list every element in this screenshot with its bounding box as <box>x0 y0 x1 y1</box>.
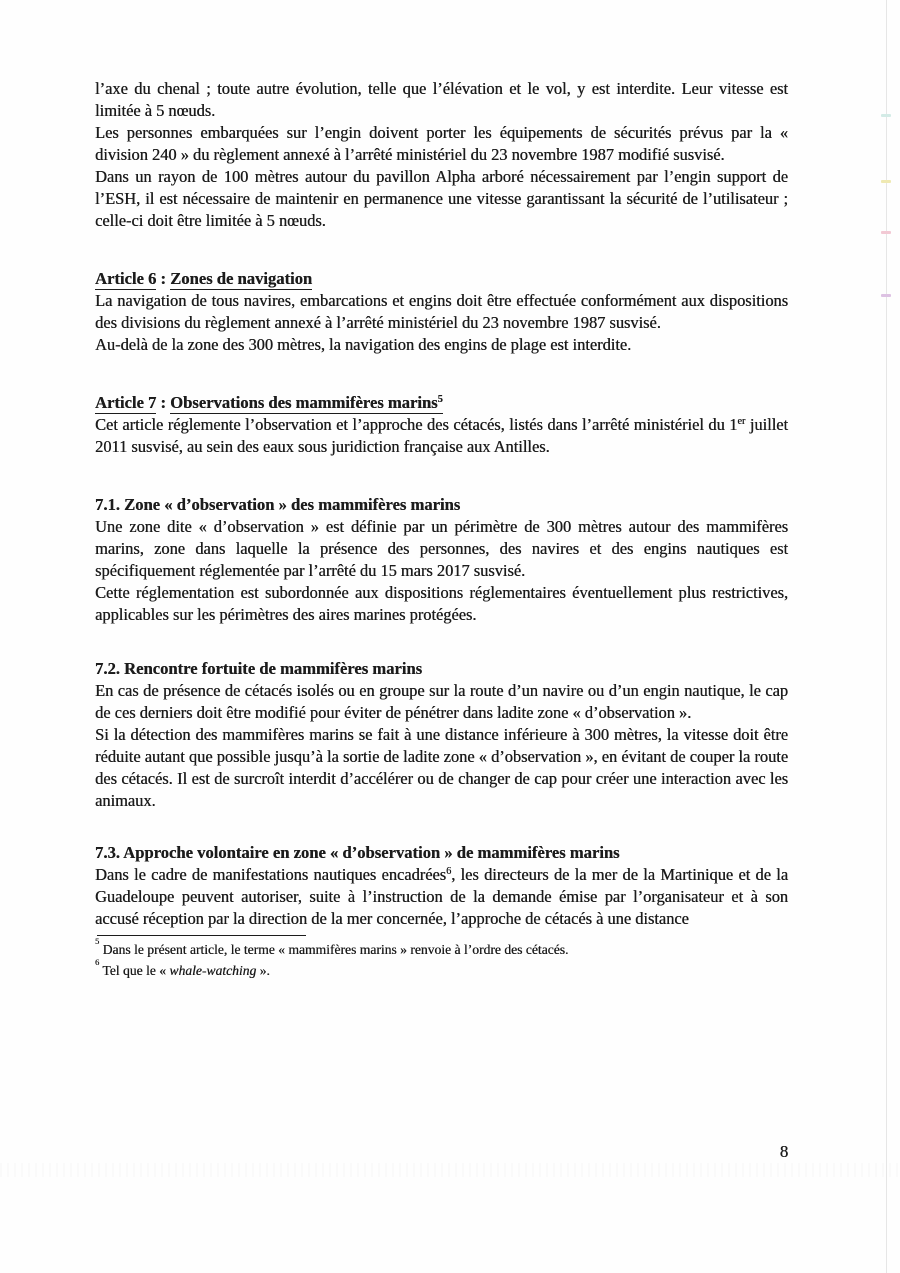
scan-artifact-dash <box>881 231 891 234</box>
footnote-number: 6 <box>95 956 100 967</box>
body-paragraph: Cet article réglemente l’observation et l’approche des cétacés, listés dans l’arrêté ministériel du 1er juillet 2011 susvisé, au sein des eaux sous juridiction française aux Antilles. <box>95 415 789 456</box>
article-7-heading <box>95 392 788 414</box>
section-7-1-heading: 7.1. Zone « d’observation » des mammifères marins <box>95 495 461 514</box>
scan-artifact-dash <box>881 294 891 297</box>
body-paragraph: Au-delà de la zone des 300 mètres, la navigation des engins de plage est interdite. <box>95 335 632 354</box>
scan-artifact-line <box>886 0 887 1273</box>
body-paragraph: l’axe du chenal ; toute autre évolution, telle que l’élévation et le vol, y est interdite. Leur vitesse est limitée à 5 nœuds. <box>95 79 788 120</box>
article-7-label: Article 7 <box>95 393 157 412</box>
body-paragraph: Dans le cadre de manifestations nautiques encadrées$^6$, les directeurs de la mer de la Martinique et de la Guadeloupe peuvent autoriser, suite à l’instruction de la demande émise par l’organisateur et à son accusé réception par la direction de la mer concernée, l’approche de cétacés à une distance <box>95 865 788 928</box>
scan-noise <box>0 1163 900 1177</box>
body-paragraph: En cas de présence de cétacés isolés ou en groupe sur la route d’un navire ou d’un engin nautique, le cap de ces derniers doit être modifié pour éviter de pénétrer dans ladite zone « d’observation ». <box>95 681 788 722</box>
scan-artifact-dash <box>881 114 891 117</box>
article-heading-separator: : <box>156 393 171 412</box>
body-paragraph: Si la détection des mammifères marins se fait à une distance inférieure à 300 mètres, la vitesse doit être réduite autant que possible jusqu’à la sortie de ladite zone « d’observation », en évitant de couper la route des cétacés. Il est de surcroît interdit d’accélérer ou de changer de cap pour créer une interaction avec les animaux. <box>95 725 788 810</box>
section-7-3-heading: 7.3. Approche volontaire en zone « d’observation » de mammifères marins <box>95 843 620 862</box>
section-7-2-heading: 7.2. Rencontre fortuite de mammifères marins <box>95 659 423 678</box>
body-paragraph: Une zone dite « d’observation » est définie par un périmètre de 300 mètres autour des mammifères marins, zone dans laquelle la présence des personnes, des navires et des engins nautiques est spécifiquement réglementée par l’arrêté du 15 mars 2017 susvisé. <box>95 517 788 580</box>
article-heading-separator: : <box>156 269 171 288</box>
superscript-ordinal: er <box>737 416 746 428</box>
body-paragraph: Cette réglementation est subordonnée aux dispositions réglementaires éventuellement plus restrictives, applicables sur les périmètres des aires marines protégées. <box>95 583 788 624</box>
footnote-reference: 6 <box>446 866 452 878</box>
footnote: $^6$ Tel que le « whale-watching ». <box>95 956 270 978</box>
article-6-heading <box>95 268 788 290</box>
body-paragraph: Dans un rayon de 100 mètres autour du pavillon Alpha arboré nécessairement par l’engin support de l’ESH, il est nécessaire de maintenir en permanence une vitesse garantissant la sécurité de l’utilisateur ; celle-ci doit être limitée à 5 nœuds. <box>95 167 788 230</box>
italic-term: whale-watching <box>169 963 257 978</box>
footnote-separator <box>97 935 306 936</box>
footnote: $^5$ Dans le présent article, le terme « mammifères marins » renvoie à l’ordre des cétacés. <box>95 935 569 957</box>
scan-artifact-dash <box>881 180 891 183</box>
footnote-block <box>95 935 788 980</box>
article-6-label: Article 6 <box>95 269 157 288</box>
page-number: 8 <box>779 1142 789 1161</box>
document-body <box>95 78 788 980</box>
body-paragraph: La navigation de tous navires, embarcations et engins doit être effectuée conformément aux dispositions des divisions du règlement annexé à l’arrêté ministériel du 23 novembre 1987 susvisé. <box>95 291 788 332</box>
body-paragraph: Les personnes embarquées sur l’engin doivent porter les équipements de sécurités prévus par la « division 240 » du règlement annexé à l’arrêté ministériel du 23 novembre 1987 modifié susvisé. <box>95 123 788 164</box>
footnote-number: 5 <box>95 935 100 946</box>
article-6-title: Zones de navigation <box>170 269 313 288</box>
article-7-title: Observations des mammifères marins$^5$ <box>170 393 443 412</box>
footnote-reference: 5 <box>437 394 443 406</box>
